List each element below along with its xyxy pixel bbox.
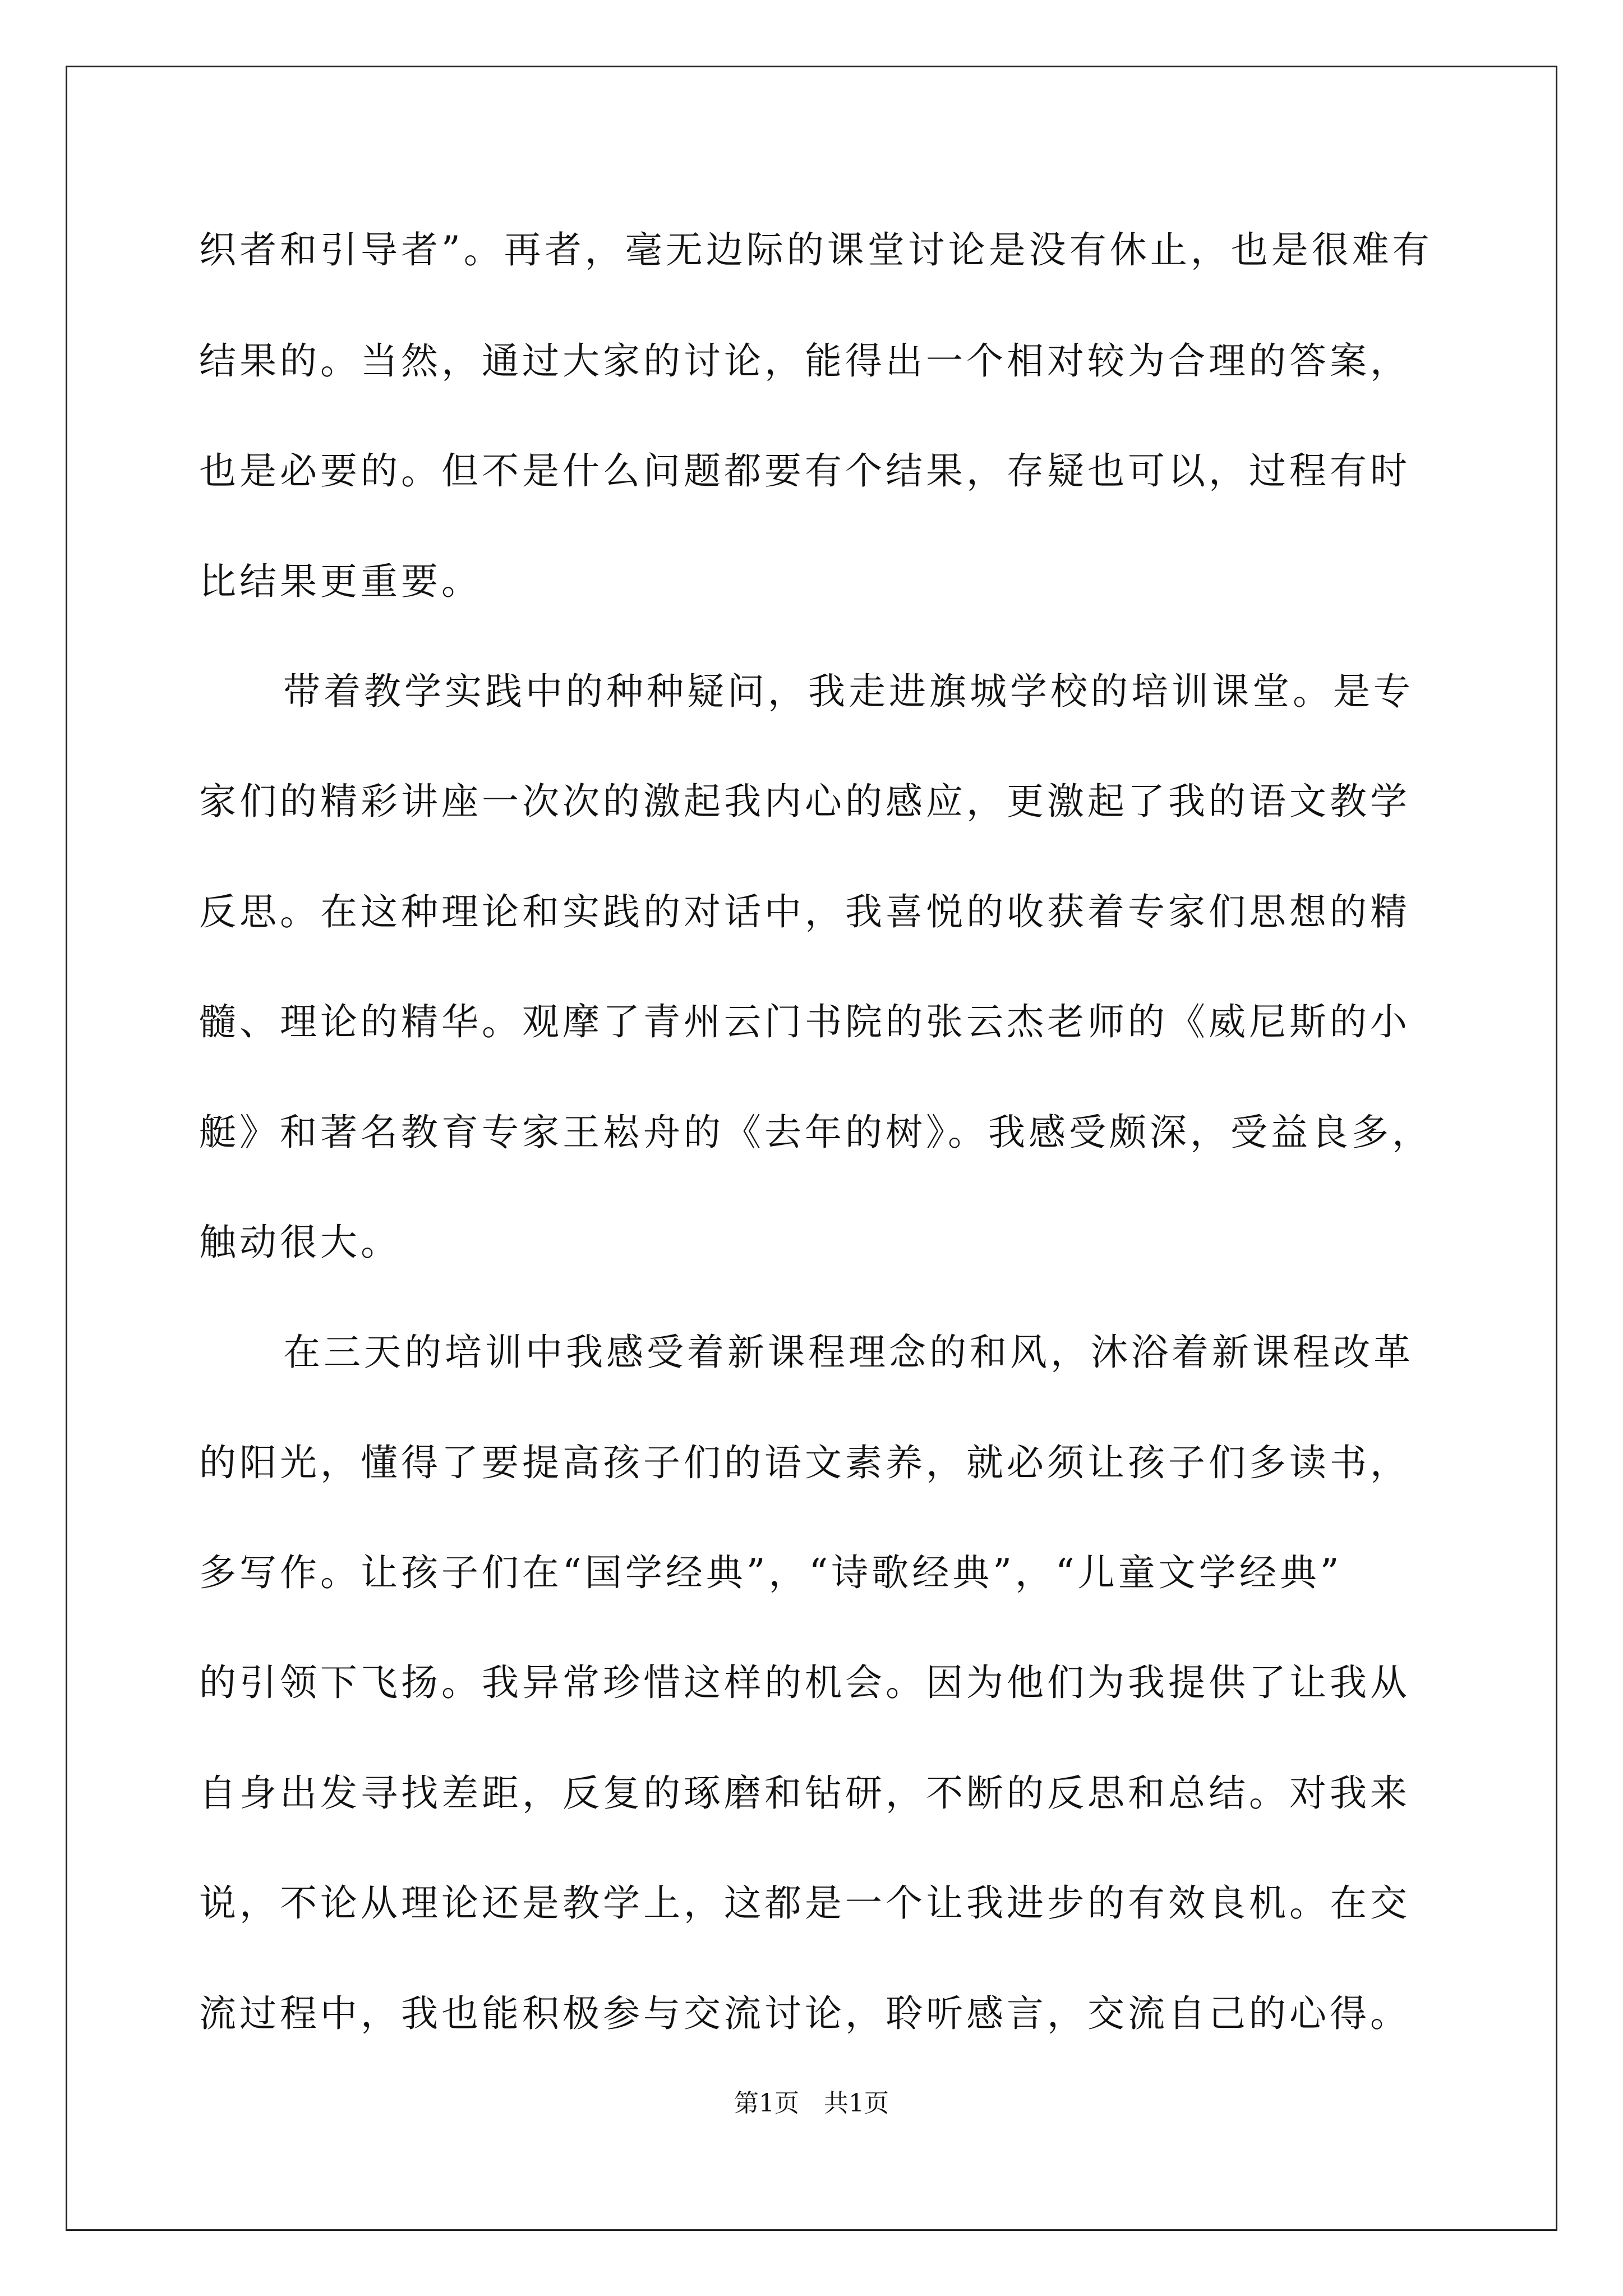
paragraph-line: 织者和引导者”。再者，毫无边际的课堂讨论是没有休止，也是很难有 xyxy=(199,228,1433,272)
paragraph-line: 多写作。让孩子们在“国学经典”，“诗歌经典”，“儿童文学经典” xyxy=(199,1551,1343,1594)
paragraph-line: 带着教学实践中的种种疑问，我走进旗城学校的培训课堂。是专 xyxy=(283,670,1414,713)
paragraph-line: 反思。在这种理论和实践的对话中，我喜悦的收获着专家们思想的精 xyxy=(199,890,1410,933)
paragraph-line: 自身出发寻找差距，反复的琢磨和钻研，不断的反思和总结。对我来 xyxy=(199,1772,1410,1815)
page-footer: 第1页 共1页 xyxy=(734,2089,889,2118)
paragraph-line: 说，不论从理论还是教学上，这都是一个让我进步的有效良机。在交 xyxy=(199,1881,1410,1925)
paragraph-line: 也是必要的。但不是什么问题都要有个结果，存疑也可以，过程有时 xyxy=(199,449,1410,493)
paragraph-line: 在三天的培训中我感受着新课程理念的和风，沐浴着新课程改革 xyxy=(283,1331,1414,1374)
paragraph-line: 的阳光，懂得了要提高孩子们的语文素养，就必须让孩子们多读书， xyxy=(199,1441,1410,1484)
paragraph-line: 的引领下飞扬。我异常珍惜这样的机会。因为他们为我提供了让我从 xyxy=(199,1661,1410,1704)
paragraph-line: 结果的。当然，通过大家的讨论，能得出一个相对较为合理的答案， xyxy=(199,339,1410,383)
paragraph-line: 家们的精彩讲座一次次的激起我内心的感应，更激起了我的语文教学 xyxy=(199,780,1410,823)
paragraph-line: 髓、理论的精华。观摩了青州云门书院的张云杰老师的《威尼斯的小 xyxy=(199,1000,1410,1043)
paragraph-line: 比结果更重要。 xyxy=(199,560,482,603)
paragraph-line: 艇》和著名教育专家王崧舟的《去年的树》。我感受颇深，受益良多， xyxy=(199,1111,1432,1154)
paragraph-line: 流过程中，我也能积极参与交流讨论，聆听感言，交流自己的心得。 xyxy=(199,1992,1410,2035)
paragraph-line: 触动很大。 xyxy=(199,1221,401,1264)
